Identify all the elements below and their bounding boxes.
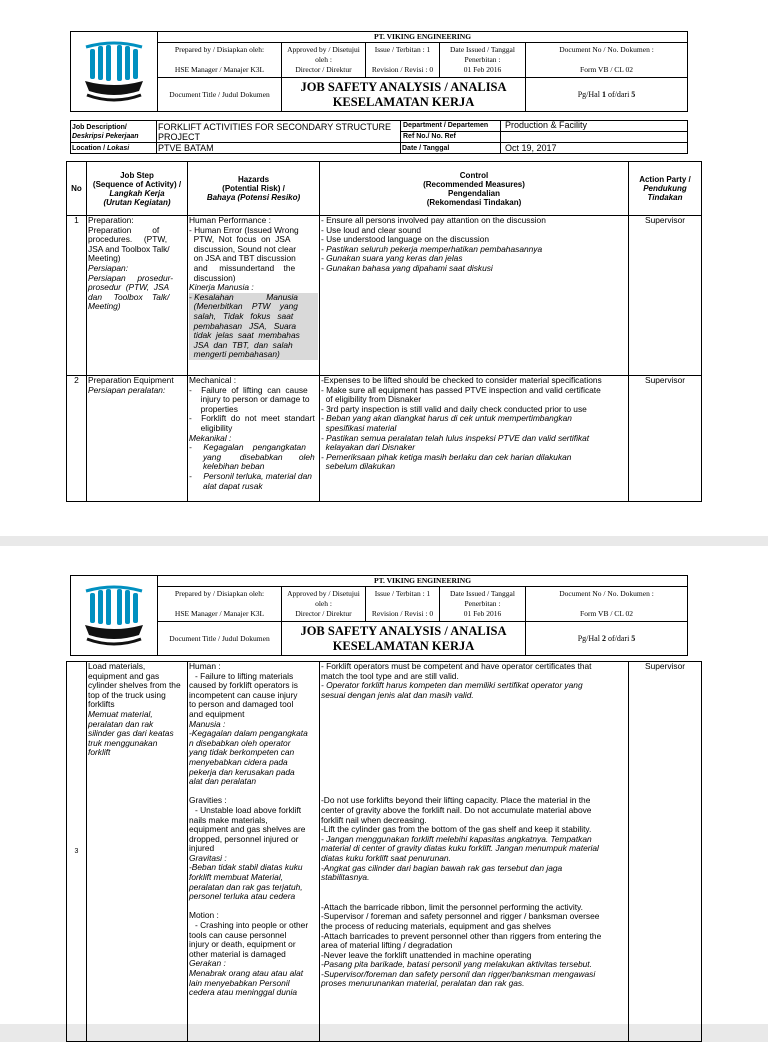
approved-by: Approved by / Disetujui oleh : Director / Direktur xyxy=(282,43,366,78)
location-value: PTVE BATAM xyxy=(157,143,401,154)
doc-title: JOB SAFETY ANALYSIS / ANALISA KESELAMATAN KERJA xyxy=(282,622,526,656)
col-hazards: Hazards (Potential Risk) / Bahaya (Potensi Resiko) xyxy=(188,162,320,216)
approved-by: Approved by / Disetujui oleh : Director / Direktur xyxy=(282,587,366,622)
row-job-step: Preparation Equipment Persiapan peralatan: xyxy=(87,376,188,502)
company-logo xyxy=(71,32,158,112)
row-job-step: Preparation: Preparation of procedures. (PTW, JSA and Toolbox Talk/ Meeting) Persiapan: Persiapan prosedur- prosedur (PTW, JSA dan Toolbox Talk/ Meeting) xyxy=(87,216,188,376)
job-description-value: FORKLIFT ACTIVITIES FOR SECONDARY STRUCTURE PROJECT xyxy=(157,121,401,143)
department-value: Production & Facility xyxy=(501,121,687,132)
date-issued: Date Issued / Tanggal Penerbitan : 01 Feb 2016 xyxy=(440,587,526,622)
table-row xyxy=(67,376,702,502)
doc-title: JOB SAFETY ANALYSIS / ANALISA KESELAMATAN KERJA xyxy=(282,78,526,112)
job-info-table xyxy=(70,120,688,154)
row-action-party: Supervisor xyxy=(629,662,702,1042)
document-header xyxy=(70,31,688,112)
row-control: - Ensure all persons involved pay attantion on the discussion - Use loud and clear sound - Use understood language on the discussion - Pastikan seluruh pekerja memperhatikan pembahasannya - Gunakan suara yang keras dan jelas - Gunakan bahasa yang dipahami saat diskusi xyxy=(320,216,629,376)
row-action-party: Supervisor xyxy=(629,216,702,376)
table-row xyxy=(67,216,702,376)
col-job-step: Job Step (Sequence of Activity) / Langkah Kerja (Urutan Kegiatan) xyxy=(87,162,188,216)
jsa-table xyxy=(66,161,702,502)
dept-ref-labels xyxy=(401,121,501,143)
company-logo xyxy=(71,576,158,656)
col-no: No xyxy=(67,162,87,216)
issue-revision: Issue / Terbitan : 1 Revision / Revisi : 0 xyxy=(366,43,440,78)
location-label: Location / Lokasi xyxy=(71,143,157,154)
job-description-label: Job Description/ Deskripsi Pekerjaan xyxy=(71,121,157,143)
date-label: Date / Tanggal xyxy=(401,143,501,154)
row-hazards: Human : - Failure to lifting materials caused by forklift operators is incompetent can cause injury to person and damaged tool and equipment Manusia : -Kegagalan dalam pengangkata n disebabkan oleh operator yang tidak berkompeten can menyebabkan cidera pada pekerja dan kerusakan pada alat dan peralatan Gravities : - Unstable load above forklift nails make materials, equipment and gas shelves are dropped, personnel injured or injured Gravitasi : -Beban tidak stabil diatas kuku forklift membuat Material, peralatan dan rak gas terjatuh, personel terluka atau cedera Motion : - Crashing into people or other tools can cause personnel injury or death, equipment or other material is damaged Gerakan : Menabrak orang atau atau alat lain menyebabkan Personil cedera atau meninggal dunia xyxy=(188,662,320,1042)
doc-title-label: Document Title / Judul Dokumen xyxy=(158,622,282,656)
row-hazards: Human Performance : - Human Error (Issued Wrong PTW, Not focus on JSA discussion, Sound not clear on JSA and TBT discussion and missundertand the discussion) Kinerja Manusia : - Kesalahan Manusia (Menerbitkan PTW yang salah, Tidak fokus saat pembahasan JSA, Suara tidak jelas saat membahas JSA dan TBT, dan salah mengerti pembahasan) xyxy=(188,216,320,376)
company-name: PT. VIKING ENGINEERING xyxy=(158,576,688,587)
viking-ship-logo-icon xyxy=(83,583,145,649)
document-number: Document No / No. Dokumen : Form VB / CL 02 xyxy=(526,587,688,622)
prepared-by: Prepared by / Disiapkan oleh: HSE Manager / Manajer K3L xyxy=(158,43,282,78)
page-number: Pg/Hal 1 of/dari 5 xyxy=(526,78,688,112)
row-no: 1 xyxy=(67,216,87,376)
row-no: 2 xyxy=(67,376,87,502)
col-action-party: Action Party / Pendukung Tindakan xyxy=(629,162,702,216)
viking-ship-logo-icon xyxy=(83,39,145,105)
document-page-2 xyxy=(0,546,768,1024)
prepared-by: Prepared by / Disiapkan oleh: HSE Manager / Manajer K3L xyxy=(158,587,282,622)
table-row xyxy=(67,662,702,1042)
date-issued: Date Issued / Tanggal Penerbitan : 01 Feb 2016 xyxy=(440,43,526,78)
ref-value xyxy=(501,132,687,142)
row-hazards: Mechanical : - Failure of lifting can cause injury to person or damage to properties - Forklift do not meet standart eligibility Mekanikal : - Kegagalan pengangkatan yang disebabkan oleh kelebihan beban - Personil terluka, material dan alat dapat rusak xyxy=(188,376,320,502)
col-control: Control (Recommended Measures) Pengendalian (Rekomendasi Tindakan) xyxy=(320,162,629,216)
highlight-block: - Kesalahan Manusia (Menerbitkan PTW yang salah, Tidak fokus saat pembahasan JSA, Suara tidak jelas saat membahas JSA dan TBT, dan salah mengerti pembahasan) xyxy=(189,293,318,360)
company-name: PT. VIKING ENGINEERING xyxy=(158,32,688,43)
department-label: Department / Departemen xyxy=(401,121,500,132)
page-number: Pg/Hal 2 of/dari 5 xyxy=(526,622,688,656)
document-header-page-2 xyxy=(70,575,688,656)
row-action-party: Supervisor xyxy=(629,376,702,502)
doc-title-label: Document Title / Judul Dokumen xyxy=(158,78,282,112)
document-number: Document No / No. Dokumen : Form VB / CL 02 xyxy=(526,43,688,78)
issue-revision: Issue / Terbitan : 1 Revision / Revisi : 0 xyxy=(366,587,440,622)
jsa-table-continued xyxy=(66,661,702,1042)
date-value: Oct 19, 2017 xyxy=(501,143,688,154)
row-no: 3 xyxy=(67,662,87,1042)
row-control: -Expenses to be lifted should be checked to consider material specifications - Make sure all equipment has passed PTVE inspection and valid certificate of eligibility from Disnaker - 3rd party inspection is still valid and daily check conducted prior to use - Beban yang akan diangkat harus di cek untuk mempertimbangkan spesifikasi material - Pastikan semua peralatan telah lulus inspeksi PTVE dan valid sertifikat kelayakan dari Disnaker - Pemeriksaan pihak ketiga masih berlaku dan cek harian dilakukan sebelum dilakukan xyxy=(320,376,629,502)
row-job-step: Load materials, equipment and gas cylinder shelves from the top of the truck using forklifts Memuat material, peralatan dan rak silinder gas dari keatas truk menggunakan forklift xyxy=(87,662,188,1042)
row-control: - Forklift operators must be competent and have operator certificates that match the tool type and are still valid. - Operator forklift harus kompeten dan memiliki sertifikat operator yang sesuai dengan jenis alat dan masih valid. -Do not use forklifts beyond their lifting capacity. Place the material in the center of gravity above the forklift nail. Do not accumulate material above forklift nail when decreasing. -Lift the cylinder gas from the bottom of the gas shelf and keep it stability. - Jangan menggunakan forklift melebihi kapasitas angkatnya. Tempatkan material di center of gravity diatas kuku forklift. Jangan menumpuk material diatas kuku forklift saat penurunan. -Angkat gas cilinder dari bagian bawah rak gas tersebut dan jaga stabilitasnya. -Attach the barricade ribbon, limit the personnel performing the activity. -Supervisor / foreman and safety personnel and rigger / banksman oversee the process of reducing materials, equipment and gas shelves -Attach barricades to prevent personnel other than riggers from entering the area of material lifting / degradation -Never leave the forklift unattended in machine operating -Pasang pita barikade, batasi personil yang melakukan aktivitas tersebut. -Supervisor/foreman dan safety personil dan rigger/banksman mengawasi proses menurunankan material, peralatan dan rak gas. xyxy=(320,662,629,1042)
ref-label: Ref No./ No. Ref xyxy=(403,133,456,140)
dept-ref-values xyxy=(501,121,688,143)
